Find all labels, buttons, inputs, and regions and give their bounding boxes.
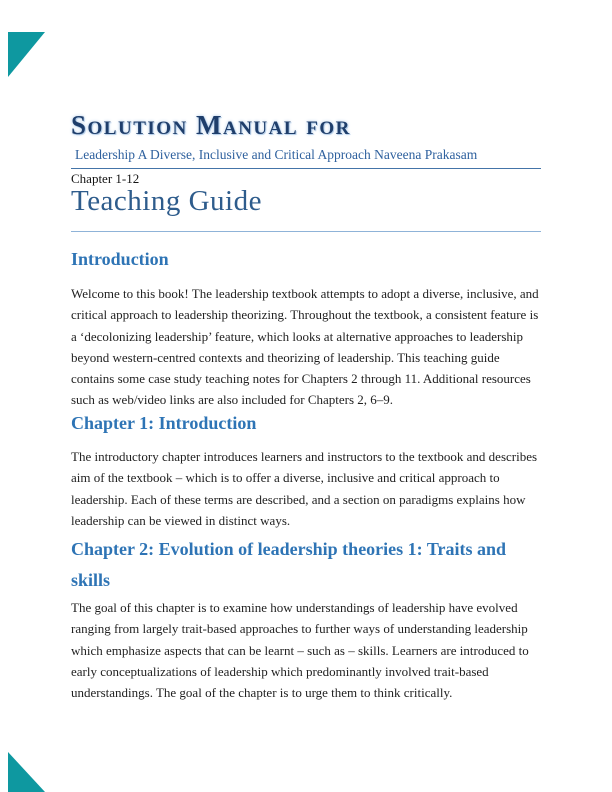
- page-corner-decoration-top-icon: [8, 32, 45, 77]
- book-subtitle: Leadership A Diverse, Inclusive and Critical Approach Naveena Prakasam: [75, 147, 478, 162]
- section-heading-chapter-1: Chapter 1: Introduction: [71, 413, 257, 433]
- page-corner-decoration-bottom-icon: [8, 752, 45, 792]
- chapter-2-paragraph: The goal of this chapter is to examine how understandings of leadership have evolved ranging from largely trait-based approaches to further ways of understanding leadership which emphasize aspects that can be learnt – such as – skills. Learners are introduced to early conceptualizations of leadership which predominantly involved trait-based understandings. The goal of the chapter is to urge them to think critically.: [71, 600, 529, 701]
- section-heading-chapter-2: Chapter 2: Evolution of leadership theories 1: Traits and skills: [71, 539, 507, 590]
- chapter-1-paragraph: The introductory chapter introduces learners and instructors to the textbook and describes aim of the textbook – which is to offer a diverse, inclusive and critical approach to leadership. Each of these terms are described, and a section on paradigms explains how leadership can be viewed in distinct ways.: [71, 449, 538, 528]
- introduction-paragraph: Welcome to this book! The leadership textbook attempts to adopt a diverse, inclusive, and critical approach to leadership theorizing. Throughout the textbook, a consistent feature is a ‘decolonizing leadership’ feature, which looks at alternative approaches to leadership beyond western-centred contexts and theorizing of leadership. This teaching guide contains some case study teaching notes for Chapters 2 through 11. Additional resources such as web/video links are also included for Chapters 2, 6–9.: [71, 286, 539, 408]
- section-heading-introduction: Introduction: [71, 249, 169, 269]
- document-title: Teaching Guide: [71, 185, 262, 217]
- header-divider-upper: [71, 168, 541, 169]
- header-divider-lower: [71, 231, 541, 232]
- chapter-range-label: Chapter 1-12: [71, 171, 140, 186]
- solution-manual-title: Solution Manual for: [71, 110, 351, 140]
